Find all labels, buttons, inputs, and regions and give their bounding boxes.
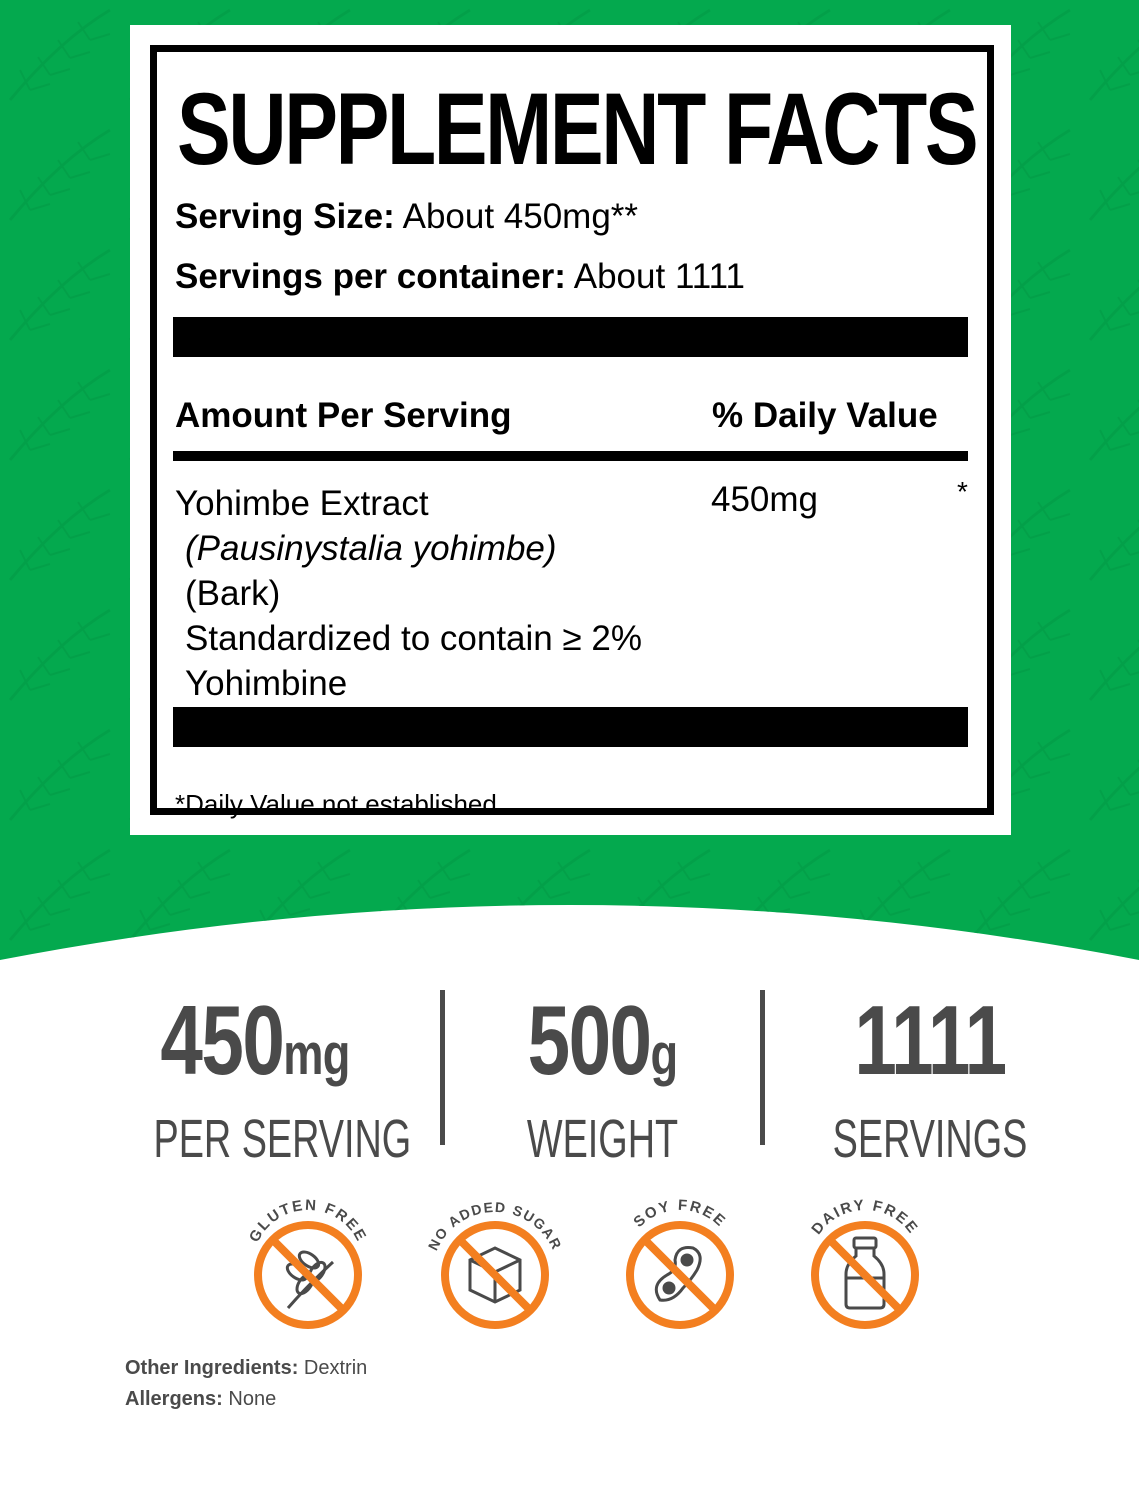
servings-label: Servings per container: [175, 257, 566, 296]
soy-free-badge [605, 1190, 755, 1340]
daily-value-header: % Daily Value [712, 396, 938, 435]
stat-unit: mg [283, 1022, 350, 1087]
stat-weight [460, 985, 745, 1169]
servings-value: About 1111 [573, 257, 746, 296]
badge-label: GLUTEN FREE [245, 1196, 371, 1246]
allergens-label: Allergens: [125, 1388, 223, 1410]
stat-number: 500 [527, 985, 651, 1095]
badge-label: NO ADDED SUGAR [424, 1198, 566, 1253]
ingredient-standard-cont: Yohimbine [185, 664, 348, 703]
stat-label: SERVINGS [832, 1109, 1028, 1169]
stat-per-serving [110, 985, 412, 1169]
thin-divider [173, 451, 968, 461]
svg-text:DAIRY FREE [808, 1197, 921, 1238]
stat-divider [440, 990, 445, 1145]
dairy-free-badge [790, 1190, 940, 1340]
ingredient-part: (Bark) [185, 574, 281, 613]
servings-per-container-row [175, 257, 745, 297]
thick-divider [173, 317, 968, 357]
stat-number: 1111 [854, 985, 1006, 1095]
stat-value [821, 985, 1039, 1105]
serving-size-value: About 450mg** [402, 197, 639, 236]
ingredient-daily-value: * [957, 476, 968, 507]
stat-unit: g [650, 1022, 678, 1087]
ingredient-amount: 450mg [711, 480, 819, 519]
supplement-facts-panel [130, 25, 1011, 835]
thick-divider-bottom [173, 707, 968, 747]
allergens [125, 1388, 276, 1411]
stat-value [491, 985, 713, 1105]
daily-value-footnote: *Daily Value not established. [175, 789, 505, 819]
stat-value [142, 985, 368, 1105]
badge-label: SOY FREE [630, 1196, 730, 1231]
svg-text:GLUTEN FREE [246, 1197, 370, 1245]
ingredient-name: Yohimbe Extract [175, 484, 429, 523]
stat-divider [760, 990, 765, 1145]
ingredient-standard: Standardized to contain ≥ 2% [185, 619, 642, 658]
serving-size-row [175, 197, 638, 237]
stat-label: PER SERVING [153, 1109, 412, 1169]
stat-servings [790, 985, 1070, 1169]
gluten-free-badge [233, 1190, 383, 1340]
other-ingredients-value: Dextrin [303, 1357, 368, 1379]
serving-size-label: Serving Size: [175, 197, 395, 236]
supplement-facts-box [150, 45, 994, 819]
allergens-value: None [228, 1388, 277, 1410]
other-ingredients [125, 1357, 367, 1380]
badge-label: DAIRY FREE [808, 1196, 922, 1238]
ingredient-latin-name: (Pausinystalia yohimbe) [185, 529, 557, 568]
no-added-sugar-badge [420, 1190, 570, 1340]
stat-number: 450 [160, 985, 284, 1095]
amount-per-serving-header: Amount Per Serving [175, 396, 512, 435]
other-ingredients-label: Other Ingredients: [125, 1357, 299, 1379]
stat-label: WEIGHT [526, 1109, 679, 1169]
facts-title: SUPPLEMENT FACTS [177, 72, 977, 186]
